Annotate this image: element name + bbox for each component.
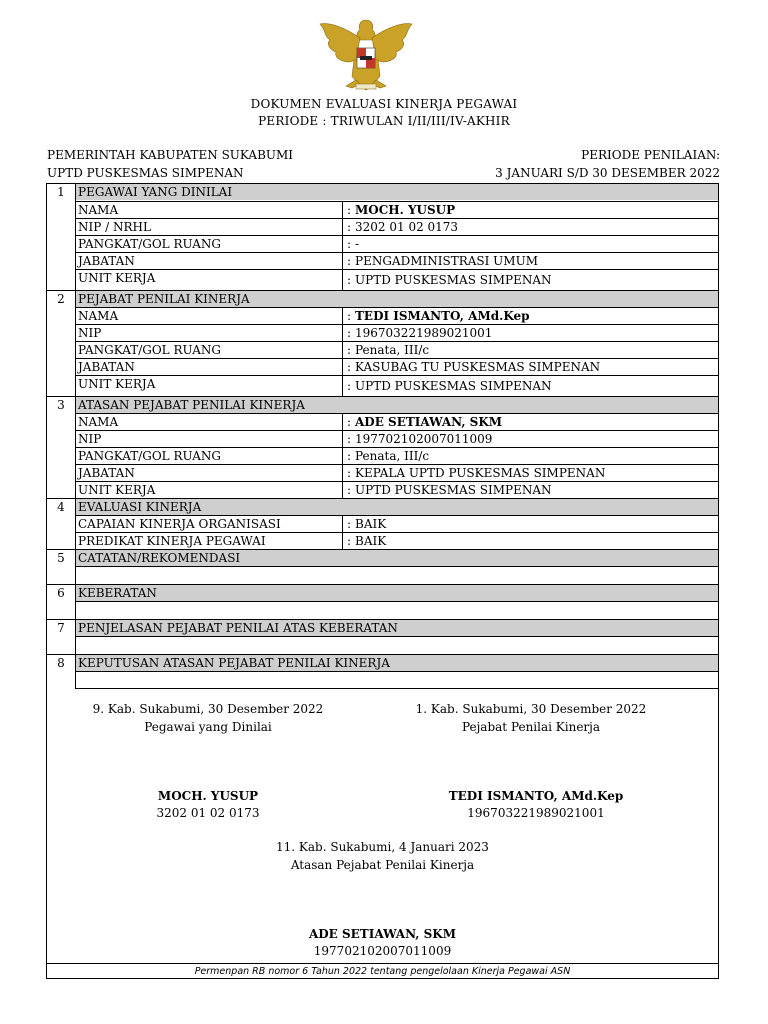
document-title: DOKUMEN EVALUASI KINERJA PEGAWAI [250,97,518,111]
field-label: CAPAIAN KINERJA ORGANISASI [78,517,281,531]
objection-explanation-field[interactable] [75,636,718,653]
section-7-header [47,619,718,636]
field-label: JABATAN [78,254,135,268]
signature-left-date: 9. Kab. Sukabumi, 30 Desember 2022 [92,702,324,716]
field-row: PANGKAT/GOL RUANG : Penata, III/c [75,447,718,464]
field-value: UPTD PUSKESMAS SIMPENAN [355,273,552,287]
section-8-header [47,654,718,671]
section-title: KEBERATAN [75,585,718,601]
notes-field[interactable] [75,566,718,583]
field-row: JABATAN : KEPALA UPTD PUSKESMAS SIMPENAN [75,464,718,481]
section-title: PEJABAT PENILAI KINERJA [75,291,718,307]
field-value: BAIK [355,534,387,548]
field-row: PANGKAT/GOL RUANG : Penata, III/c [75,341,718,358]
field-label: NIP [78,326,102,340]
section-number: 2 [57,292,65,306]
section-number: 6 [57,586,65,600]
assessment-period-label: PERIODE PENILAIAN: [581,148,720,162]
signature-center-name: ADE SETIAWAN, SKM [308,927,457,941]
assessment-period-value: 3 JANUARI S/D 30 DESEMBER 2022 [495,166,720,180]
field-value: KEPALA UPTD PUSKESMAS SIMPENAN [355,466,606,480]
field-row: PREDIKAT KINERJA PEGAWAI : BAIK [75,532,718,549]
signature-center-date: 11. Kab. Sukabumi, 4 Januari 2023 [276,840,489,854]
section-title: EVALUASI KINERJA [75,499,718,515]
field-row: PANGKAT/GOL RUANG : - [75,235,718,252]
section-number: 4 [57,500,65,514]
field-value: 196703221989021001 [355,326,493,340]
field-row: UNIT KERJA : UPTD PUSKESMAS SIMPENAN [75,481,718,498]
field-label: UNIT KERJA [78,483,156,497]
field-value: PENGADMINISTRASI UMUM [355,254,538,268]
section-title: CATATAN/REKOMENDASI [75,550,718,566]
field-value: UPTD PUSKESMAS SIMPENAN [355,379,552,393]
field-label: NAMA [78,203,119,217]
document-period: PERIODE : TRIWULAN I/II/III/IV-AKHIR [258,114,510,128]
field-value: ADE SETIAWAN, SKM [355,415,503,429]
section-title: ATASAN PEJABAT PENILAI KINERJA [75,397,718,413]
field-label: PANGKAT/GOL RUANG [78,343,221,357]
section-title: PENJELASAN PEJABAT PENILAI ATAS KEBERATAN [75,620,718,636]
field-value: KASUBAG TU PUSKESMAS SIMPENAN [355,360,601,374]
field-label: JABATAN [78,360,135,374]
field-value: Penata, III/c [355,449,430,463]
field-value: 3202 01 02 0173 [355,220,459,234]
section-title: PEGAWAI YANG DINILAI [75,184,718,200]
government-name: PEMERINTAH KABUPATEN SUKABUMI [47,148,294,162]
field-label: UNIT KERJA [78,271,156,285]
field-label: PANGKAT/GOL RUANG [78,237,221,251]
field-label: NAMA [78,415,119,429]
signature-center-id: 197702102007011009 [313,944,452,958]
field-value: 197702102007011009 [355,432,493,446]
section-number: 3 [57,398,65,412]
field-value: TEDI ISMANTO, AMd.Kep [355,309,530,323]
field-row: NIP : 197702102007011009 [75,430,718,447]
section-title: KEPUTUSAN ATASAN PEJABAT PENILAI KINERJA [75,655,718,671]
field-label: PREDIKAT KINERJA PEGAWAI [78,534,266,548]
section-3-header [47,396,718,413]
field-row: UNIT KERJA : UPTD PUSKESMAS SIMPENAN [75,375,718,396]
unit-name: UPTD PUSKESMAS SIMPENAN [47,166,244,180]
section-number: 7 [57,621,65,635]
signature-right-id: 196703221989021001 [467,806,605,820]
field-row: NIP : 196703221989021001 [75,324,718,341]
signature-right-date: 1. Kab. Sukabumi, 30 Desember 2022 [415,702,647,716]
field-label: UNIT KERJA [78,377,156,391]
garuda-emblem-icon [316,16,416,92]
section-4-header [47,498,718,515]
signature-right-name: TEDI ISMANTO, AMd.Kep [448,789,624,803]
field-row: UNIT KERJA : UPTD PUSKESMAS SIMPENAN [75,269,718,290]
section-5-header [47,549,718,566]
field-value: UPTD PUSKESMAS SIMPENAN [355,483,552,497]
section-number: 5 [57,551,65,565]
field-label: PANGKAT/GOL RUANG [78,449,221,463]
decision-field[interactable] [75,671,718,689]
field-row: JABATAN : KASUBAG TU PUSKESMAS SIMPENAN [75,358,718,375]
section-6-header [47,584,718,601]
field-row: CAPAIAN KINERJA ORGANISASI : BAIK [75,515,718,532]
field-row: NAMA : MOCH. YUSUP [75,201,718,218]
regulation-footnote: Permenpan RB nomor 6 Tahun 2022 tentang pengelolaan Kinerja Pegawai ASN [47,963,718,979]
field-value: BAIK [355,517,387,531]
signature-left-name: MOCH. YUSUP [157,789,259,803]
field-row: NAMA : ADE SETIAWAN, SKM [75,413,718,430]
field-value: - [355,237,360,251]
signature-left-id: 3202 01 02 0173 [156,806,260,820]
signature-center-role: Atasan Pejabat Penilai Kinerja [290,858,475,872]
evaluation-table [46,183,719,979]
section-number: 1 [57,185,65,199]
field-value: Penata, III/c [355,343,430,357]
section-1-header [47,184,718,201]
field-row: NAMA : TEDI ISMANTO, AMd.Kep [75,307,718,324]
field-label: JABATAN [78,466,135,480]
field-label: NIP / NRHL [78,220,151,234]
field-row: NIP / NRHL : 3202 01 02 0173 [75,218,718,235]
signature-left-role: Pegawai yang Dinilai [144,720,272,734]
field-value: MOCH. YUSUP [355,203,456,217]
section-2-header [47,290,718,307]
section-number: 8 [57,656,65,670]
objection-field[interactable] [75,601,718,618]
field-label: NAMA [78,309,119,323]
field-label: NIP [78,432,102,446]
field-row: JABATAN : PENGADMINISTRASI UMUM [75,252,718,269]
signature-right-role: Pejabat Penilai Kinerja [461,720,601,734]
